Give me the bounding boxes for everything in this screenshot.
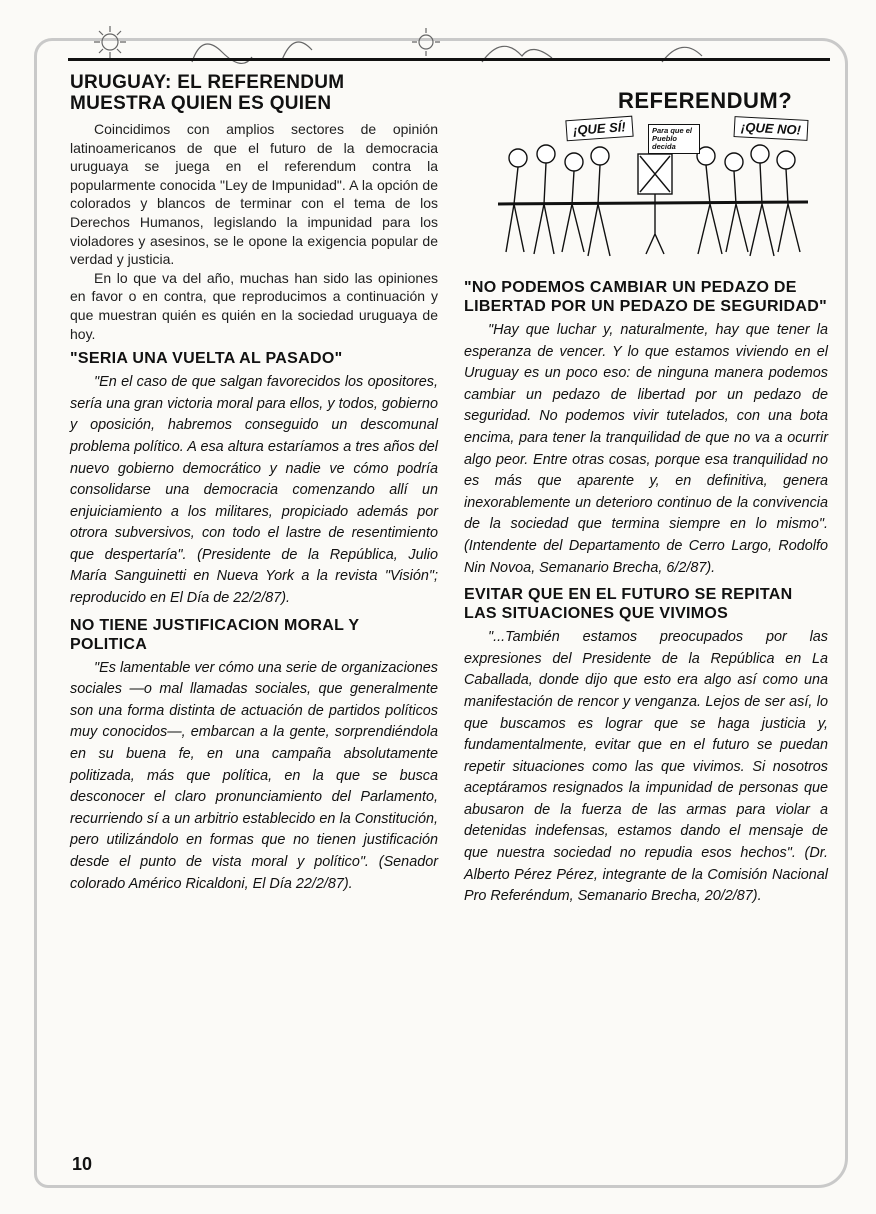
page-number: 10 [72,1154,93,1174]
right-column [464,272,828,908]
section-heading-libertad: "NO PODEMOS CAMBIAR UN PEDAZO DE LIBERTAD POR UN PEDAZO DE SEGURIDAD" [464,279,827,315]
section-heading-vuelta-al-pasado: "SERIA UNA VUELTA AL PASADO" [70,350,343,368]
sign-pueblo-decida: Para que el Pueblo decida [648,124,700,154]
quote-nin-novoa: "Hay que luchar y, naturalmente, hay que tener la esperanza de vencer. Y lo que estamos viviendo en el Uruguay es un poco eso: de ninguna manera podemos cambiar un pedazo de libertad por un pedazo de seguridad. No podemos vivir tutelados, con una bota encima, para tener la tranquilidad de que no va a ocurrir algo peor. Entre otras cosas, porque esa tranquilidad no es más que aparente y, en definitiva, genera inexorablemente un deterioro continuo de la convivencia de la sociedad que termina siempre en lo mismo". (Intendente del Departamento de Cerro Largo, Rodolfo Nin Novoa, Semanario Brecha, 6/2/87). [464,322,828,576]
quote-sanguinetti: "En el caso de que salgan favorecidos los opositores, sería una gran victoria moral para ellos, y todos, gobierno y oposición, habremos conseguido un descomunal problema político. A esa altura estaríamos a tres años del nuevo gobierno democrático y nadie ve cómo podría consolidarse una democracia comenzando allí un enjuiciamiento a los militares, propiciado además por otrora subversivos, con todo el lastre de resentimiento que despertaría". (Presidente de la República, Julio María Sanguinetti en Nueva York a la revista "Visión"; reproducido en El Día de 22/2/87). [70,374,438,607]
section-heading-justificacion: NO TIENE JUSTIFICACION MORAL Y POLITICA [70,616,360,653]
intro-paragraph-2: En lo que va del año, muchas han sido las opiniones en favor o en contra, que reproducimos a continuación y que muestran quién es quién en la sociedad uruguaya de hoy. [70,269,438,342]
sign-que-no: ¡QUE NO! [734,116,809,141]
cartoon-title: REFERENDUM? [618,88,793,113]
sign-que-si: ¡QUE SÍ! [565,116,633,142]
intro-paragraph-1: Coincidimos con amplios sectores de opinión latinoamericanos de que el futuro de la democracia uruguaya se juega en el referendum contra la popularmente conocida "Ley de Impunidad". A la opción de colorados y blancos de terminar con el tema de los Derechos Humanos, legislando la impunidad para los violadores y asesinos, se le opone la exigencia popular de verdad y justicia. [70,121,438,268]
article-title: URUGUAY: EL REFERENDUM MUESTRA QUIEN ES QUIEN [70,72,345,114]
quote-ricaldoni: "Es lamentable ver cómo una serie de organizaciones sociales —o mal llamadas sociales, que generalmente son una forma distinta de actuación de partidos políticos muy conocidos—, embarcan a la gente, sorprendiéndola en su buena fe, en una campaña absolutamente politizada, más que política, en la que se busca desconocer el claro pronunciamiento del Parlamento, recurriendo sí a un arbitrio establecido en la Constitución, pero utilizándolo en formas que no tienen justificación desde el punto de vista moral y político". (Senador colorado Américo Ricaldoni, El Día 22/2/87). [70,659,438,892]
quote-perez-perez: "...También estamos preocupados por las expresiones del Presidente de la República en La Caballada, donde dijo que esto era algo así como una manifestación de rencor y venganza. Lejos de ser así, lo que buscamos es lograr que se haga justicia y, fundamentalmente, evitar que en el futuro se puedan repetir situaciones como las que vivimos. Si nosotros aceptáramos resignados la impunidad de personas que abusaron de la fuerza de las armas para violar a detenidas indefensas, estamos dando el mensaje de que nuestra sociedad no repudia esos hechos". (Dr. Alberto Pérez Pérez, integrante de la Comisión Nacional Pro Referéndum, Semanario Brecha, 20/2/87). [464,629,828,905]
decorative-header-illustration [62,22,782,72]
section-heading-evitar: EVITAR QUE EN EL FUTURO SE REPITAN LAS SITUACIONES QUE VIVIMOS [464,586,793,623]
left-column [70,72,438,895]
top-rule [68,58,830,61]
